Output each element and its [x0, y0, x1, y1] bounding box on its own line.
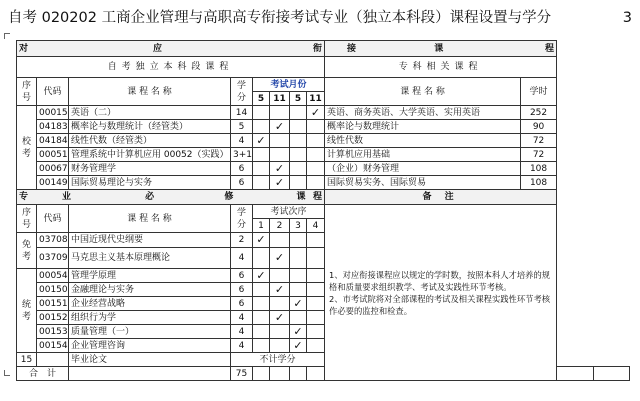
check-mark: ✓ — [290, 325, 307, 339]
header-char-cheng: 程 — [545, 43, 555, 54]
check-mark — [253, 162, 270, 176]
thesis-seq: 15 — [17, 353, 37, 367]
table-row — [17, 134, 630, 148]
course-table — [16, 40, 630, 381]
check-mark — [307, 297, 325, 311]
course-code: 00151 — [37, 297, 69, 311]
related-course-name: 国际贸易实务、国际贸易 — [325, 176, 521, 190]
course-credit: 4 — [231, 311, 253, 325]
check-mark — [290, 283, 307, 297]
course-code: 00152 — [37, 311, 69, 325]
check-mark — [290, 162, 307, 176]
col-seq-2: 序号 — [17, 205, 37, 233]
table-row — [17, 148, 630, 162]
section1-title-row — [17, 57, 630, 78]
course-name: 管理系统中计算机应用 00052（实践） — [69, 148, 231, 162]
check-mark — [307, 120, 325, 134]
top-header-left — [17, 41, 325, 57]
header-char-jie: 接 — [347, 43, 357, 54]
course-name: 线性代数（经管类） — [69, 134, 231, 148]
related-hours: 108 — [521, 162, 557, 176]
course-code: 00150 — [37, 283, 69, 297]
check-mark — [290, 134, 307, 148]
check-mark — [307, 248, 325, 269]
col-name-2: 课 程 名 称 — [69, 205, 231, 233]
check-mark — [253, 311, 270, 325]
check-mark: ✓ — [253, 269, 270, 283]
table-row — [17, 162, 630, 176]
month-2: 11 — [270, 92, 290, 106]
group-label-tongkao: 统考 — [17, 269, 37, 353]
check-mark — [253, 339, 270, 353]
course-code: 03708 — [37, 233, 69, 248]
check-mark — [307, 339, 325, 353]
course-credit: 6 — [231, 269, 253, 283]
col-code: 代码 — [37, 78, 69, 106]
notes-title: 备 注 — [325, 190, 557, 205]
header-char-ying: 应 — [153, 43, 163, 54]
related-course-name: （企业）财务管理 — [325, 162, 521, 176]
course-credit: 6 — [231, 176, 253, 190]
course-name: 组织行为学 — [69, 311, 231, 325]
title-char: 必 — [145, 192, 155, 202]
course-credit: 2 — [231, 233, 253, 248]
course-code: 00153 — [37, 325, 69, 339]
col-related-name: 课 程 名 称 — [325, 78, 521, 106]
header-char-dui: 对 — [19, 43, 29, 54]
order-1: 1 — [253, 219, 270, 233]
check-mark: ✓ — [270, 176, 290, 190]
course-credit: 14 — [231, 106, 253, 120]
check-mark — [307, 325, 325, 339]
table-row — [17, 106, 630, 120]
course-code: 00154 — [37, 339, 69, 353]
course-code: 00054 — [37, 269, 69, 283]
check-mark — [307, 148, 325, 162]
check-mark — [307, 134, 325, 148]
related-hours: 90 — [521, 120, 557, 134]
related-course-name: 计算机应用基础 — [325, 148, 521, 162]
table-row — [17, 176, 630, 190]
check-mark — [290, 148, 307, 162]
check-mark — [307, 311, 325, 325]
check-mark: ✓ — [253, 134, 270, 148]
month-1: 5 — [253, 92, 270, 106]
check-mark — [270, 325, 290, 339]
check-mark — [270, 269, 290, 283]
corner-marker-bottom — [4, 370, 10, 376]
check-mark — [307, 269, 325, 283]
course-name: 管理学原理 — [69, 269, 231, 283]
order-2: 2 — [270, 219, 290, 233]
check-mark — [290, 120, 307, 134]
thesis-name: 毕业论文 — [69, 353, 231, 367]
month-3: 5 — [290, 92, 307, 106]
group-label-miankao: 免考 — [17, 233, 37, 269]
related-hours: 108 — [521, 176, 557, 190]
total-credit: 75 — [231, 367, 253, 381]
title-text: 自考 020202 工商企业管理与高职高专衔接考试专业（独立本科段）课程设置与学分 — [8, 10, 552, 26]
course-code: 00149 — [37, 176, 69, 190]
check-mark — [270, 233, 290, 248]
course-name: 质量管理（一） — [69, 325, 231, 339]
check-mark — [307, 176, 325, 190]
check-mark — [270, 297, 290, 311]
course-code: 00051 — [37, 148, 69, 162]
title-char: 修 — [224, 192, 234, 202]
title-char: 程 — [313, 192, 323, 202]
course-code: 00015 — [37, 106, 69, 120]
check-mark: ✓ — [270, 120, 290, 134]
course-credit: 6 — [231, 283, 253, 297]
col-credit: 学分 — [231, 78, 253, 106]
course-name: 财务管理学 — [69, 162, 231, 176]
related-course-name: 概率论与数理统计 — [325, 120, 521, 134]
check-mark: ✓ — [290, 297, 307, 311]
course-credit: 4 — [231, 339, 253, 353]
check-mark — [307, 162, 325, 176]
top-header-row — [17, 41, 630, 57]
check-mark — [253, 106, 270, 120]
check-mark: ✓ — [290, 339, 307, 353]
check-mark — [290, 248, 307, 269]
check-mark — [290, 176, 307, 190]
course-name: 企业经营战略 — [69, 297, 231, 311]
order-3: 3 — [290, 219, 307, 233]
course-name: 英语（二） — [69, 106, 231, 120]
course-name: 金融理论与实务 — [69, 283, 231, 297]
check-mark — [307, 233, 325, 248]
check-mark — [290, 269, 307, 283]
related-hours: 72 — [521, 134, 557, 148]
check-mark — [270, 134, 290, 148]
course-credit: 4 — [231, 325, 253, 339]
section1-header-row-a — [17, 78, 630, 92]
order-4: 4 — [307, 219, 325, 233]
note-2: 2、市考试院将对全部课程的考试及相关课程实践性环节考核作必要的监控和检查。 — [329, 293, 551, 316]
section2-title-row — [17, 190, 630, 205]
section1-left-title: 自考独立本科段课程 — [17, 57, 325, 78]
related-hours: 252 — [521, 106, 557, 120]
check-mark — [253, 176, 270, 190]
check-mark — [270, 339, 290, 353]
top-header-right — [325, 41, 557, 57]
course-credit: 4 — [231, 134, 253, 148]
total-label: 合 计 — [17, 367, 69, 381]
check-mark: ✓ — [270, 311, 290, 325]
corner-marker-top — [4, 33, 10, 39]
related-course-name: 英语、商务英语、大学英语、实用英语 — [325, 106, 521, 120]
course-credit: 6 — [231, 297, 253, 311]
check-mark — [307, 283, 325, 297]
check-mark: ✓ — [270, 162, 290, 176]
course-code: 03709 — [37, 248, 69, 269]
note-1: 1、对应衔接课程应以规定的学时数，按照本科人才培养的规格和质量要求组织教学、考试及实践性环节考核。 — [329, 269, 551, 292]
check-mark — [253, 148, 270, 162]
check-mark — [253, 325, 270, 339]
related-hours: 72 — [521, 148, 557, 162]
notes-cell — [325, 205, 557, 381]
col-seq: 序号 — [17, 78, 37, 106]
col-code-2: 代码 — [37, 205, 69, 233]
check-mark: ✓ — [253, 233, 270, 248]
check-mark: ✓ — [270, 283, 290, 297]
course-name: 马克思主义基本原理概论 — [69, 248, 231, 269]
section1-right-title: 专科相关课程 — [325, 57, 557, 78]
course-name: 国际贸易理论与实务 — [69, 176, 231, 190]
course-credit: 4 — [231, 248, 253, 269]
page-title — [8, 6, 632, 30]
course-name: 中国近现代史纲要 — [69, 233, 231, 248]
thesis-credit: 不计学分 — [231, 353, 325, 367]
check-mark: ✓ — [307, 106, 325, 120]
course-credit: 5 — [231, 120, 253, 134]
page-number: 3 — [622, 10, 632, 26]
table-row — [17, 120, 630, 134]
col-name: 课 程 名 称 — [69, 78, 231, 106]
group-label-xiaokao: 校考 — [17, 106, 37, 190]
course-credit: 3+1 — [231, 148, 253, 162]
col-exam-month: 考试月份 — [253, 78, 325, 92]
course-name: 企业管理咨询 — [69, 339, 231, 353]
check-mark: ✓ — [270, 248, 290, 269]
check-mark — [290, 106, 307, 120]
section2-title — [17, 190, 325, 205]
check-mark — [253, 283, 270, 297]
month-4: 11 — [307, 92, 325, 106]
course-name: 概率论与数理统计（经管类） — [69, 120, 231, 134]
course-code: 04183 — [37, 120, 69, 134]
check-mark — [290, 311, 307, 325]
check-mark — [290, 233, 307, 248]
col-hours: 学时 — [521, 78, 557, 106]
title-char: 课 — [296, 192, 306, 202]
related-course-name: 线性代数 — [325, 134, 521, 148]
header-char-ke: 课 — [434, 43, 444, 54]
course-code: 04184 — [37, 134, 69, 148]
section2-header-row-a — [17, 205, 630, 219]
col-exam-order: 考试次序 — [253, 205, 325, 219]
header-char-heng: 衔 — [313, 43, 323, 54]
title-char: 专 — [19, 192, 29, 202]
check-mark — [253, 297, 270, 311]
check-mark — [253, 248, 270, 269]
course-credit: 6 — [231, 162, 253, 176]
col-credit-2: 学分 — [231, 205, 253, 233]
title-char: 业 — [62, 192, 72, 202]
course-code: 00067 — [37, 162, 69, 176]
check-mark — [270, 148, 290, 162]
check-mark — [270, 106, 290, 120]
check-mark — [253, 120, 270, 134]
